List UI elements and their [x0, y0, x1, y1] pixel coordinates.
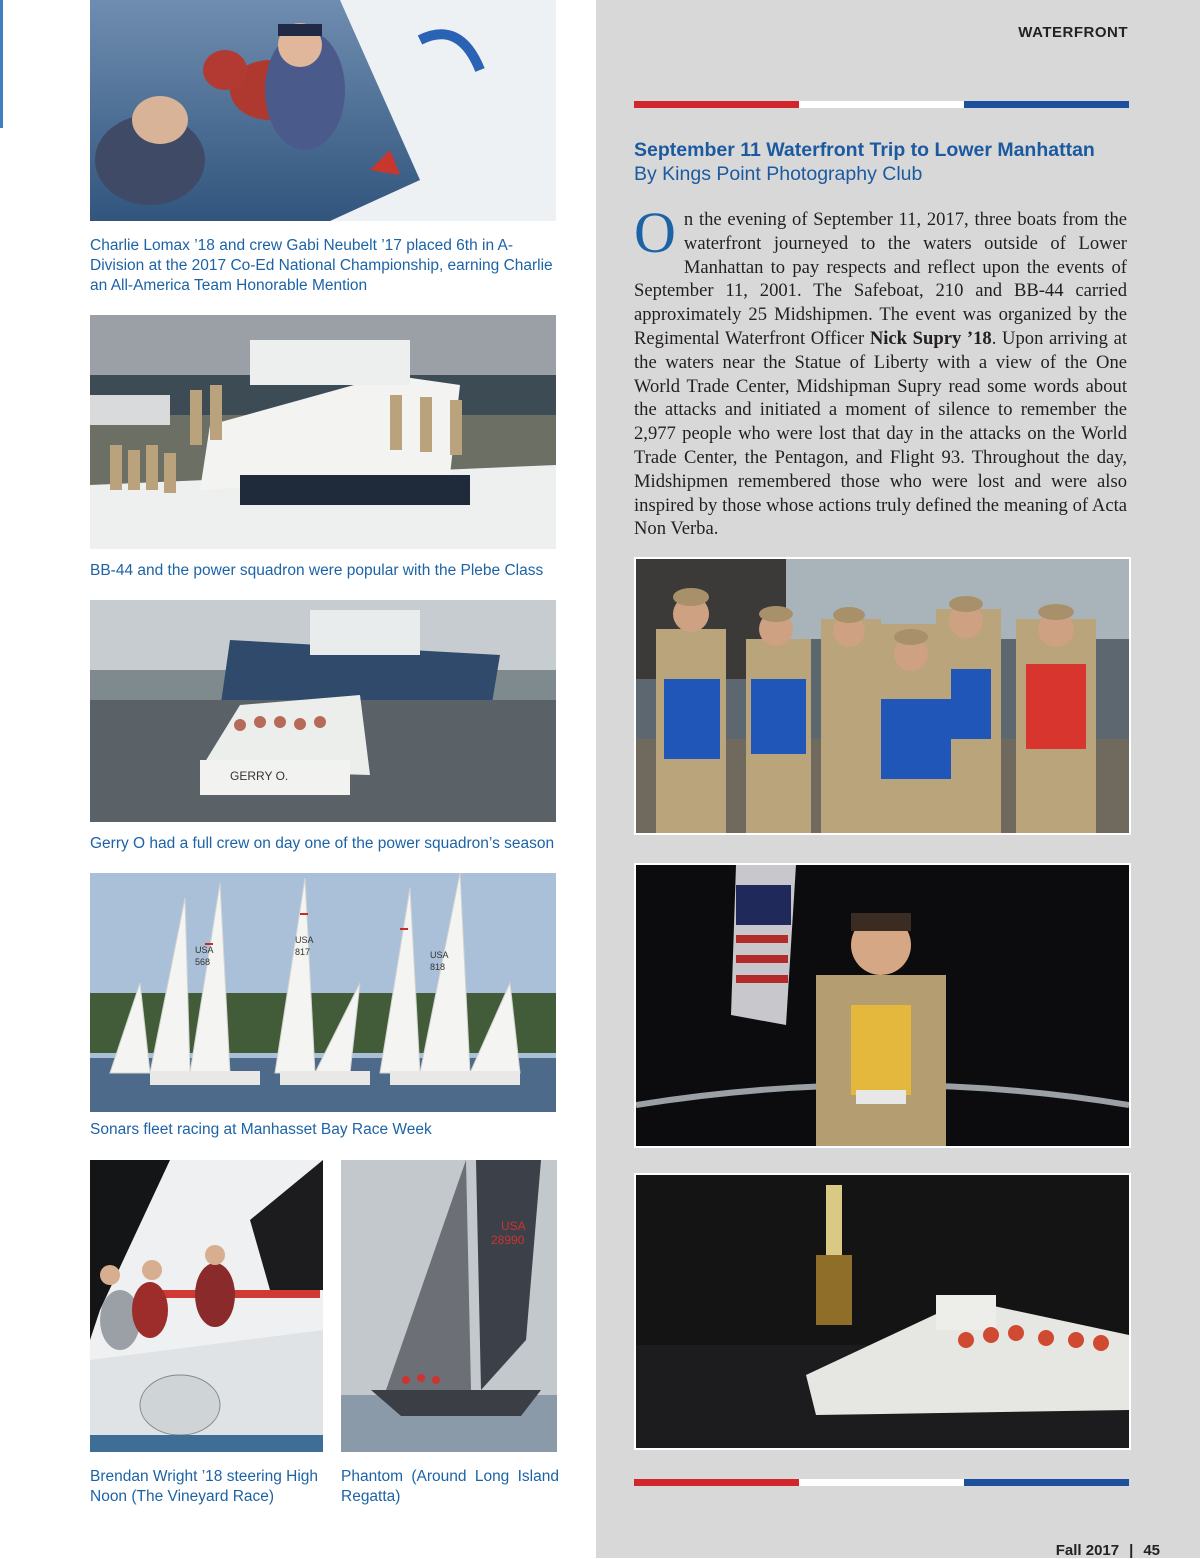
- body-text-part1: n the evening of September 11, 2017, three boats from the waterfront journeyed to the waters outside of Lower Manhattan to pay respects and reflect upon the events of September 11, 2001. The Safeboat, 210 and BB-44 carried approximately 25 Midshipmen. The event was organized by the Regimental Waterfront Officer: [634, 209, 1127, 349]
- photo-high-noon: [90, 1160, 323, 1452]
- tricolor-stripe-bottom: [634, 1479, 1129, 1486]
- svg-text:USA: USA: [430, 950, 449, 960]
- folio-separator: |: [1129, 1542, 1134, 1559]
- caption-bb44: BB-44 and the power squadron were popular with the Plebe Class: [90, 562, 544, 579]
- caption-phantom: Phantom (Around Long Island Regatta): [341, 1468, 559, 1505]
- page-folio: [1056, 1542, 1160, 1559]
- photo-bb44-plebes: [90, 315, 556, 549]
- body-text-part2: . Upon arriving at the waters near the Statue of Liberty with a view of the One World Trade Center, Midshipman Supry read some words about the attacks and initiated a moment of silence to remember the 2,977 people who were lost that day in the attacks on the World Trade Center, the Pentagon, and Flight 93. Throughout the day, Midshipmen remembered those who were lost and were also inspired by those whose actions truly defined the meaning of Acta Non Verba.: [634, 327, 1127, 540]
- caption-high-noon: Brendan Wright ’18 steering High Noon (The Vineyard Race): [90, 1468, 319, 1505]
- page-edge-accent: [0, 0, 3, 128]
- photo-supry-reading: [634, 863, 1131, 1148]
- article-panel: [596, 0, 1200, 1558]
- caption-lomax: Charlie Lomax ’18 and crew Gabi Neubelt ’17 placed 6th in A-Division at the 2017 Co-Ed National Championship, earning Charlie an All-America Team Honorable Mention: [90, 237, 553, 294]
- drop-cap: O: [634, 200, 676, 265]
- body-text-name: Nick Supry ’18: [869, 327, 992, 349]
- caption-gerry-o: Gerry O had a full crew on day one of the power squadron’s season: [90, 835, 555, 852]
- gerry-o-transom-text: GERRY O.: [230, 769, 289, 783]
- svg-text:28990: 28990: [491, 1233, 525, 1247]
- article-byline: By Kings Point Photography Club: [634, 163, 923, 185]
- svg-text:817: 817: [295, 947, 311, 957]
- issue-label: Fall 2017: [1055, 1542, 1120, 1559]
- svg-text:USA: USA: [501, 1219, 526, 1233]
- svg-text:818: 818: [430, 962, 446, 972]
- photo-gerry-o: [90, 600, 556, 822]
- photo-lomax-sailing: [90, 0, 556, 221]
- photo-midshipmen-group: [634, 557, 1131, 835]
- caption-sonars: Sonars fleet racing at Manhasset Bay Race Week: [90, 1121, 432, 1138]
- section-label: WATERFRONT: [1018, 24, 1128, 41]
- tricolor-stripe-top: [634, 101, 1129, 108]
- svg-text:USA: USA: [295, 935, 314, 945]
- photo-sonars-race: [90, 873, 556, 1112]
- photo-phantom: [341, 1160, 557, 1452]
- page-number: 45: [1143, 1542, 1160, 1559]
- article-headline: September 11 Waterfront Trip to Lower Manhattan: [634, 139, 1095, 161]
- svg-text:568: 568: [195, 957, 211, 967]
- svg-text:USA: USA: [195, 945, 214, 955]
- article-body: [634, 200, 1127, 541]
- photo-statue-of-liberty-night: [634, 1173, 1131, 1450]
